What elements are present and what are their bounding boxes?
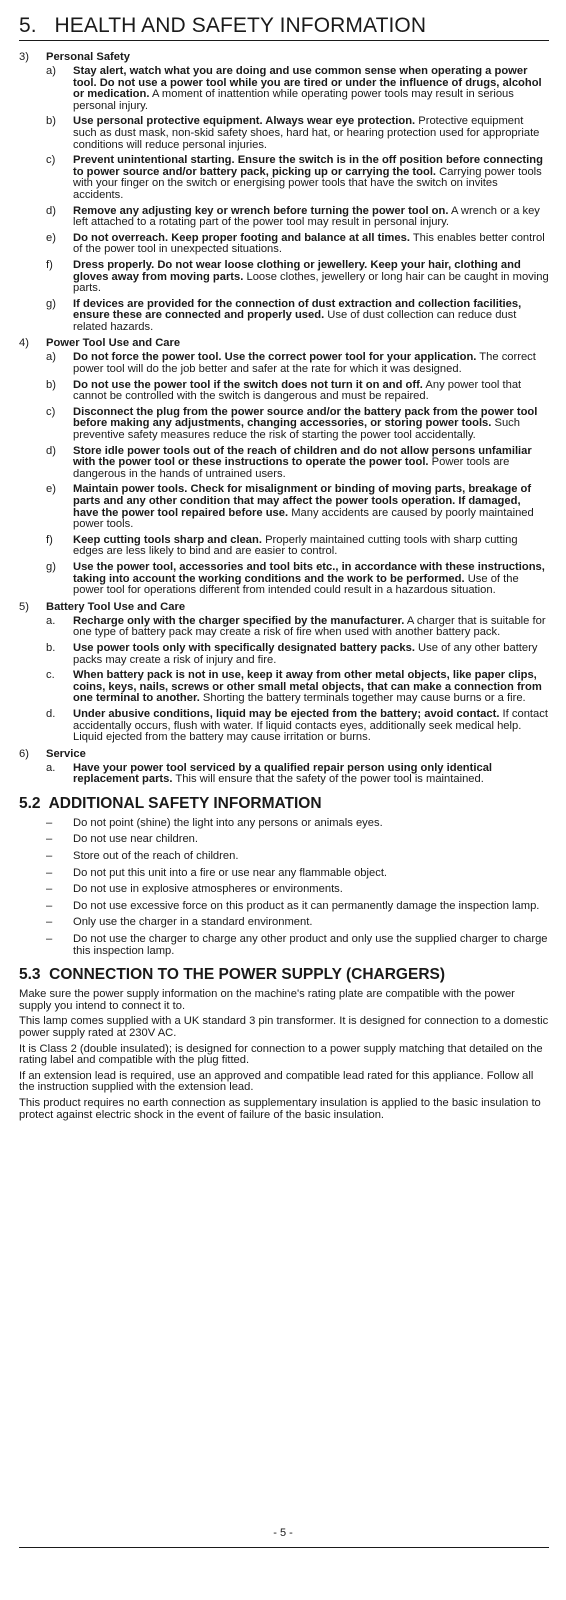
page-title: 5. HEALTH AND SAFETY INFORMATION bbox=[19, 14, 427, 37]
item-bold-text: Do not force the power tool. Use the correct power tool for your application. bbox=[73, 351, 477, 364]
item-bold-text: When battery pack is not in use, keep it away from other metal objects, like paper clips, coins, keys, nails, screws or other small metal objects, that can make a connection from one terminal to another. bbox=[73, 669, 542, 705]
item-text bbox=[73, 446, 549, 481]
list-item bbox=[19, 446, 549, 481]
paragraph: If an extension lead is required, use an approved and compatible lead rated for this appliance. Follow all the instruction supplied with the extension lead. bbox=[19, 1069, 534, 1094]
item-body-text: A moment of inattention while operating power tools may result in serious personal injury. bbox=[73, 88, 514, 112]
list-item bbox=[19, 709, 549, 744]
item-letter: d. bbox=[46, 707, 56, 720]
item-bold-text: Keep cutting tools sharp and clean. bbox=[73, 533, 262, 546]
item-text: Store out of the reach of children. bbox=[73, 850, 239, 863]
connection-heading: 5.3 CONNECTION TO THE POWER SUPPLY (CHARGERS) bbox=[19, 966, 446, 984]
section-title: Power Tool Use and Care bbox=[46, 337, 181, 350]
item-letter: e) bbox=[46, 483, 56, 496]
item-body-text: Properly maintained cutting tools with sharp cutting edges are less likely to bind and are easier to control. bbox=[73, 533, 518, 558]
list-item bbox=[19, 901, 549, 913]
item-text bbox=[73, 116, 549, 151]
item-letter: c) bbox=[46, 154, 56, 167]
item-body-text: This enables better control of the power tool in unexpected situations. bbox=[73, 231, 545, 256]
item-letter: g) bbox=[46, 560, 56, 573]
item-text: Do not point (shine) the light into any persons or animals eyes. bbox=[73, 816, 383, 829]
item-text bbox=[73, 299, 549, 334]
item-letter: c. bbox=[46, 669, 55, 682]
item-body-text: Carrying power tools with your finger on the switch or energising power tools that have the switch on invites accidents. bbox=[73, 165, 542, 201]
item-letter: a) bbox=[46, 65, 56, 77]
section-title: Battery Tool Use and Care bbox=[46, 600, 186, 613]
item-body-text: Power tools are dangerous in the hands of untrained users. bbox=[73, 456, 510, 480]
item-text: Do not use the charger to charge any other product and only use the supplied charger to charge this inspection lamp. bbox=[73, 933, 548, 957]
list-item bbox=[19, 834, 549, 846]
section-number: 3) bbox=[19, 51, 29, 63]
item-text bbox=[73, 407, 549, 442]
paragraph: This lamp comes supplied with a UK standard 3 pin transformer. It is designed for connection to a domestic power supply rated at 230V AC. bbox=[19, 1015, 549, 1039]
manual-page bbox=[19, 0, 549, 1125]
list-item bbox=[19, 934, 549, 957]
item-bold-text: Do not overreach. Keep proper footing and balance at all times. bbox=[73, 231, 410, 244]
list-item bbox=[19, 260, 549, 295]
item-body-text: This will ensure that the safety of the power tool is maintained. bbox=[172, 773, 484, 786]
item-bold-text: Dress properly. Do not wear loose clothing or jewellery. Keep your hair, clothing and gloves away from moving parts. bbox=[73, 258, 521, 283]
item-text bbox=[73, 535, 549, 558]
item-text bbox=[73, 484, 549, 530]
item-text bbox=[73, 562, 549, 597]
item-text: Do not use in explosive atmospheres or environments. bbox=[73, 883, 343, 896]
dash-bullet: – bbox=[46, 816, 53, 829]
list-item bbox=[19, 155, 549, 201]
section-title: Personal Safety bbox=[46, 51, 130, 63]
list-item bbox=[19, 206, 549, 229]
item-text: Do not put this unit into a fire or use near any flammable object. bbox=[73, 866, 388, 879]
list-item bbox=[19, 407, 549, 442]
item-body-text: Shorting the battery terminals together may cause burns or a fire. bbox=[199, 692, 526, 705]
title-rule bbox=[19, 40, 549, 41]
list-item bbox=[19, 352, 549, 375]
item-body-text: Any power tool that cannot be controlled with the switch is dangerous and must be repaired. bbox=[73, 378, 522, 403]
item-letter: a. bbox=[46, 761, 56, 774]
paragraph: It is Class 2 (double insulated); is designed for connection to a power supply matching that detailed on the rating label and compatible with the plug fitted. bbox=[19, 1042, 543, 1067]
list-item bbox=[19, 917, 549, 929]
dash-bullet: – bbox=[46, 933, 53, 946]
item-text bbox=[73, 352, 549, 375]
item-text: Only use the charger in a standard environment. bbox=[73, 916, 313, 929]
item-text bbox=[73, 155, 549, 201]
item-bold-text: Have your power tool serviced by a qualified repair person using only identical replacement parts. bbox=[73, 761, 493, 786]
section-heading bbox=[19, 337, 549, 350]
item-bold-text: Use power tools only with specifically designated battery packs. bbox=[73, 641, 415, 654]
item-text bbox=[73, 616, 549, 639]
list-item bbox=[19, 670, 549, 705]
dash-bullet: – bbox=[46, 916, 53, 929]
dash-bullet: – bbox=[46, 899, 53, 912]
item-body-text: Protective equipment such as dust mask, non-skid safety shoes, hard hat, or hearing protection used for appropriate conditions will reduce personal injuries. bbox=[73, 115, 540, 151]
section-heading bbox=[19, 748, 549, 761]
item-letter: b) bbox=[46, 115, 56, 128]
list-item bbox=[19, 380, 549, 403]
item-letter: d) bbox=[46, 204, 56, 217]
item-letter: f) bbox=[46, 258, 53, 271]
item-body-text: The correct power tool will do the job better and safer at the rate for which it was designed. bbox=[73, 351, 536, 376]
item-body-text: Loose clothes, jewellery or long hair can be caught in moving parts. bbox=[73, 270, 549, 295]
section-title: Service bbox=[46, 747, 86, 760]
item-bold-text: Use the power tool, accessories and tool bits etc., in accordance with these instructions, taking into account the working conditions and the work to be performed. bbox=[73, 560, 545, 585]
item-text bbox=[73, 206, 549, 229]
item-text bbox=[73, 643, 549, 666]
item-letter: c) bbox=[46, 405, 56, 418]
item-bold-text: Under abusive conditions, liquid may be ejected from the battery; avoid contact. bbox=[73, 707, 500, 720]
item-text: Do not use near children. bbox=[73, 833, 199, 846]
section-number: 4) bbox=[19, 337, 29, 350]
item-body-text: Use of dust collection can reduce dust related hazards. bbox=[73, 309, 517, 333]
additional-list bbox=[19, 818, 549, 957]
item-letter: f) bbox=[46, 533, 53, 546]
item-letter: a) bbox=[46, 351, 56, 364]
item-bold-text: Disconnect the plug from the power source and/or the battery pack from the power tool before making any adjustments, changing accessories, or storing power tools. bbox=[73, 405, 538, 430]
item-bold-text: Use personal protective equipment. Always wear eye protection. bbox=[73, 115, 416, 128]
list-item bbox=[19, 562, 549, 597]
dash-bullet: – bbox=[46, 850, 53, 863]
list-item bbox=[19, 116, 549, 151]
item-bold-text: If devices are provided for the connection of dust extraction and collection facilities, ensure these are connected and properly used. bbox=[73, 297, 522, 322]
footer-rule bbox=[19, 1547, 549, 1548]
list-item bbox=[19, 818, 549, 830]
item-bold-text: Stay alert, watch what you are doing and use common sense when operating a power tool. Do not use a power tool while you are tired or under the influence of drugs, alcohol or medication. bbox=[73, 65, 542, 101]
item-body-text: Use of the power tool for operations different from intended could result in a hazardous situation. bbox=[73, 572, 519, 597]
item-text bbox=[73, 380, 549, 403]
item-body-text: If contact accidentally occurs, flush with water. If liquid contacts eyes, additionally seek medical help. Liquid ejected from the battery may cause irritation or burns. bbox=[73, 707, 548, 744]
list-item bbox=[19, 484, 549, 530]
item-bold-text: Prevent unintentional starting. Ensure the switch is in the off position before connecting to power source and/or battery pack, picking up or carrying the tool. bbox=[73, 154, 543, 178]
section-heading bbox=[19, 601, 549, 614]
item-bold-text: Recharge only with the charger specified by the manufacturer. bbox=[73, 614, 405, 627]
page-number: - 5 - bbox=[273, 1527, 293, 1539]
item-letter: b. bbox=[46, 641, 56, 654]
list-item bbox=[19, 66, 549, 112]
item-text bbox=[73, 66, 549, 112]
list-item bbox=[19, 884, 549, 896]
section-number: 5) bbox=[19, 600, 29, 613]
item-body-text: A wrench or a key left attached to a rotating part of the power tool may result in personal injury. bbox=[73, 204, 540, 229]
item-letter: e) bbox=[46, 231, 56, 244]
additional-heading: 5.2 ADDITIONAL SAFETY INFORMATION bbox=[19, 794, 322, 812]
item-text bbox=[73, 763, 549, 786]
item-text bbox=[73, 709, 549, 744]
list-item bbox=[19, 299, 549, 334]
paragraph: Make sure the power supply information on the machine's rating plate are compatible with the power supply you intend to connect it to. bbox=[19, 988, 515, 1012]
section-number: 6) bbox=[19, 747, 29, 760]
list-item bbox=[19, 851, 549, 863]
item-text: Do not use excessive force on this product as it can permanently damage the inspection lamp. bbox=[73, 899, 540, 912]
item-text bbox=[73, 233, 549, 256]
list-item bbox=[19, 616, 549, 639]
item-bold-text: Do not use the power tool if the switch does not turn it on and off. bbox=[73, 378, 423, 391]
item-letter: g) bbox=[46, 297, 56, 310]
list-item bbox=[19, 535, 549, 558]
item-body-text: A charger that is suitable for one type of battery pack may create a risk of fire when used with another battery pack. bbox=[73, 614, 546, 639]
list-item bbox=[19, 233, 549, 256]
dash-bullet: – bbox=[46, 833, 53, 846]
item-body-text: Use of any other battery packs may create a risk of injury and fire. bbox=[73, 641, 538, 666]
list-item bbox=[19, 868, 549, 880]
safety-sections bbox=[19, 51, 549, 786]
list-item bbox=[19, 763, 549, 786]
item-letter: b) bbox=[46, 378, 56, 391]
item-bold-text: Store idle power tools out of the reach of children and do not allow persons unfamiliar with the power tool or these instructions to operate the power tool. bbox=[73, 444, 532, 469]
item-body-text: Such preventive safety measures reduce the risk of starting the power tool accidentally. bbox=[73, 417, 520, 442]
connection-paragraphs bbox=[19, 989, 549, 1121]
item-body-text: Many accidents are caused by poorly maintained power tools. bbox=[73, 506, 534, 531]
dash-bullet: – bbox=[46, 866, 53, 879]
item-letter: d) bbox=[46, 444, 56, 457]
item-bold-text: Remove any adjusting key or wrench before turning the power tool on. bbox=[73, 204, 449, 217]
list-item bbox=[19, 643, 549, 666]
section-heading bbox=[19, 51, 549, 64]
item-text bbox=[73, 260, 549, 295]
paragraph: This product requires no earth connection as supplementary insulation is applied to the basic insulation to protect against electric shock in the event of failure of the basic insulation. bbox=[19, 1096, 541, 1121]
item-bold-text: Maintain power tools. Check for misalignment or binding of moving parts, breakage of parts and any other condition that may affect the power tools operation. If damaged, have the power tool repaired before use. bbox=[73, 483, 532, 519]
item-text bbox=[73, 670, 549, 705]
dash-bullet: – bbox=[46, 883, 53, 896]
item-letter: a. bbox=[46, 614, 56, 627]
